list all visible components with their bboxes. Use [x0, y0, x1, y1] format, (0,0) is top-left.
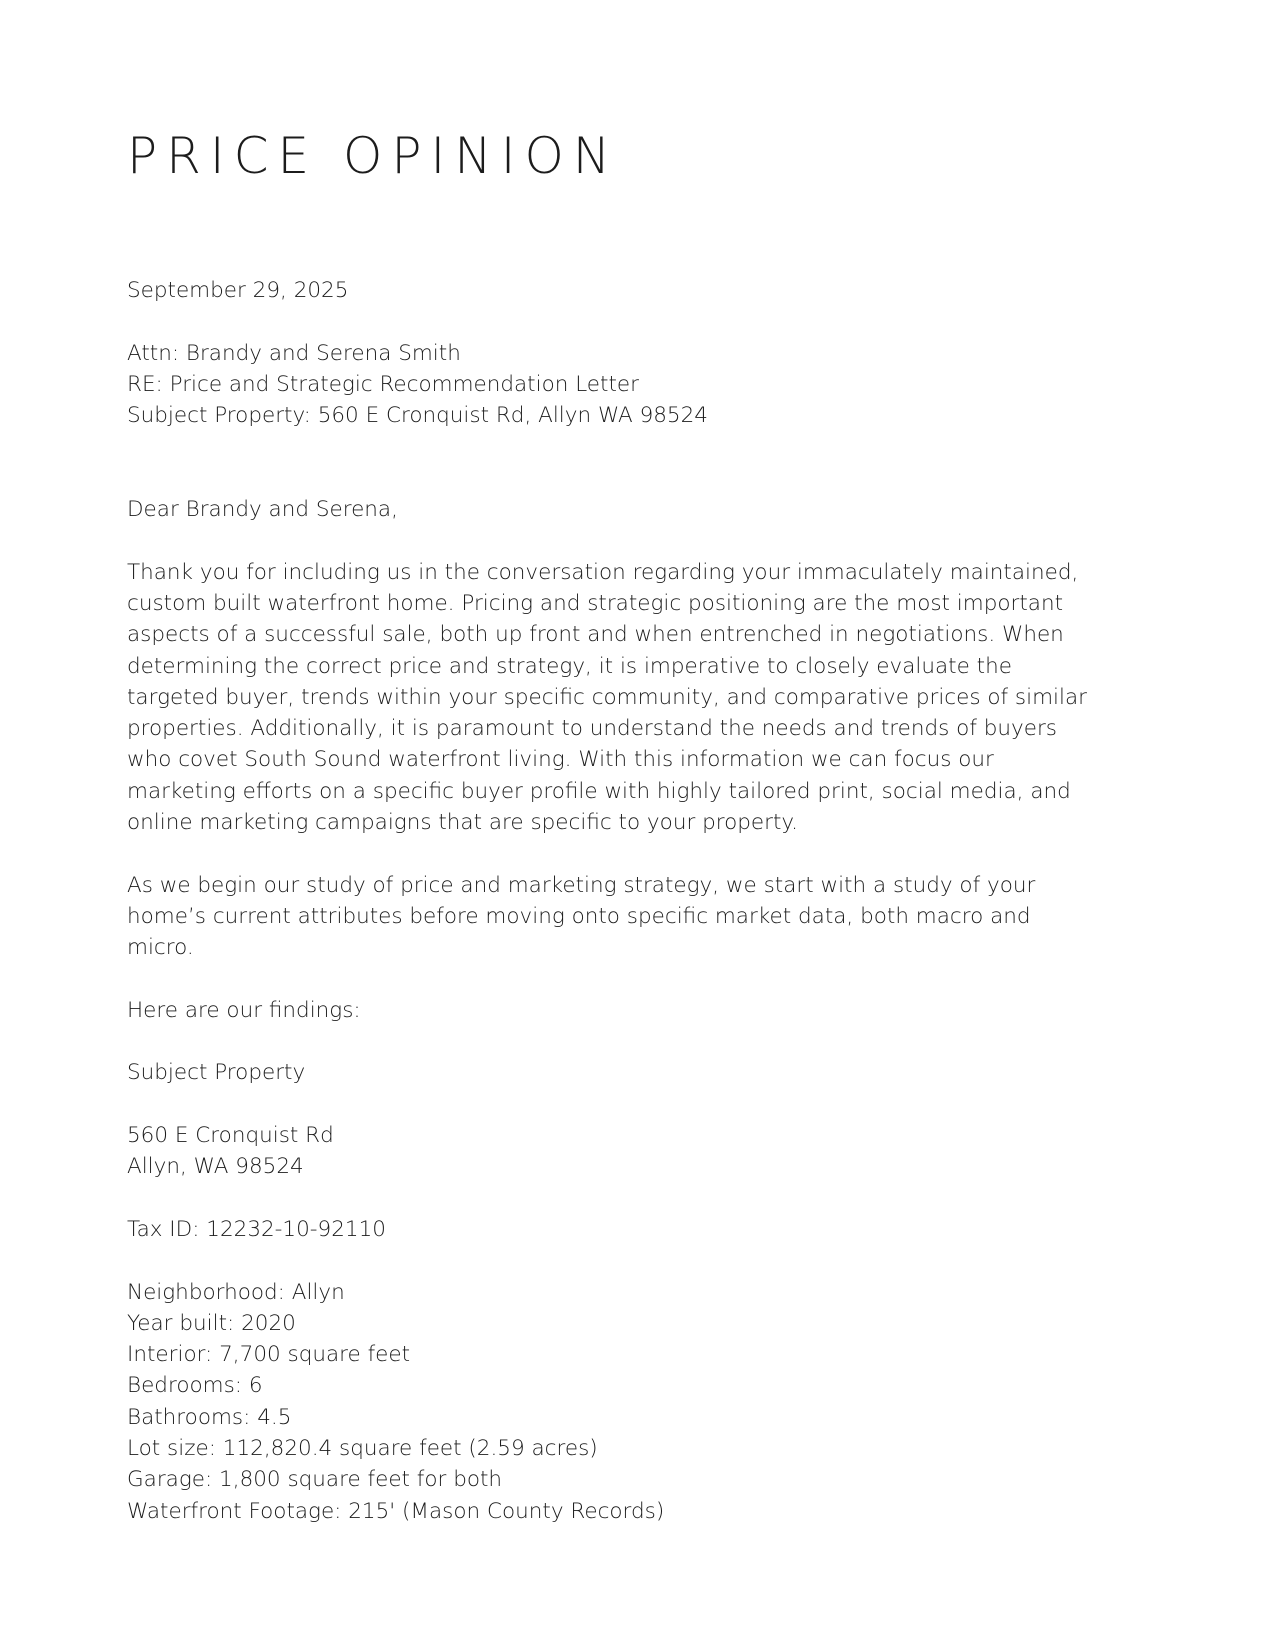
- page-title: PRICE OPINION: [127, 127, 620, 185]
- detail-bedrooms: Bedrooms: 6: [127, 1373, 263, 1399]
- detail-waterfront: Waterfront Footage: 215' (Mason County Records): [127, 1498, 665, 1524]
- paragraph-line: aspects of a successful sale, both up front and when entrenched in negotiations. When: [127, 622, 1064, 648]
- findings-intro: Here are our findings:: [127, 997, 361, 1023]
- detail-interior: Interior: 7,700 square feet: [127, 1342, 411, 1368]
- re-line: RE: Price and Strategic Recommendation Letter: [127, 371, 639, 397]
- paragraph-intro: [127, 557, 1157, 839]
- subject-line: Subject Property: 560 E Cronquist Rd, Allyn WA 98524: [127, 403, 708, 429]
- paragraph-line: micro.: [127, 935, 194, 961]
- tax-id: Tax ID: 12232-10-92110: [127, 1216, 386, 1242]
- paragraph-line: properties. Additionally, it is paramount to understand the needs and trends of buyers: [127, 716, 1058, 742]
- paragraph-line: home’s current attributes before moving onto specific market data, both macro and: [127, 903, 1031, 929]
- paragraph-line: marketing efforts on a specific buyer profile with highly tailored print, social media, and: [127, 778, 1071, 804]
- paragraph-line: custom built waterfront home. Pricing and strategic positioning are the most important: [127, 590, 1064, 616]
- detail-lot-size: Lot size: 112,820.4 square feet (2.59 acres): [127, 1435, 598, 1461]
- attn-line: Attn: Brandy and Serena Smith: [127, 340, 461, 366]
- paragraph-line: online marketing campaigns that are specific to your property.: [127, 810, 798, 836]
- section-heading: Subject Property: [127, 1060, 306, 1086]
- paragraph-line: Thank you for including us in the conversation regarding your immaculately maintained,: [127, 559, 1079, 585]
- letter-body: [127, 275, 1157, 1527]
- salutation: Dear Brandy and Serena,: [127, 497, 398, 523]
- letter-page: [127, 0, 1157, 1650]
- paragraph-line: targeted buyer, trends within your specific community, and comparative prices of similar: [127, 684, 1088, 710]
- paragraph-line: determining the correct price and strategy, it is imperative to closely evaluate the: [127, 653, 1012, 679]
- detail-bathrooms: Bathrooms: 4.5: [127, 1404, 292, 1430]
- address-line-1: 560 E Cronquist Rd: [127, 1123, 334, 1149]
- detail-neighborhood: Neighborhood: Allyn: [127, 1279, 345, 1305]
- detail-year-built: Year built: 2020: [127, 1310, 296, 1336]
- letter-date: September 29, 2025: [127, 278, 349, 303]
- address-line-2: Allyn, WA 98524: [127, 1154, 304, 1180]
- paragraph-line: As we begin our study of price and marketing strategy, we start with a study of your: [127, 872, 1036, 898]
- paragraph-line: who covet South Sound waterfront living. With this information we can focus our: [127, 747, 994, 773]
- detail-garage: Garage: 1,800 square feet for both: [127, 1467, 503, 1493]
- property-details: [127, 1277, 1157, 1527]
- paragraph-study: [127, 870, 1157, 964]
- property-address: [127, 1120, 1157, 1183]
- letter-header: [127, 338, 1157, 432]
